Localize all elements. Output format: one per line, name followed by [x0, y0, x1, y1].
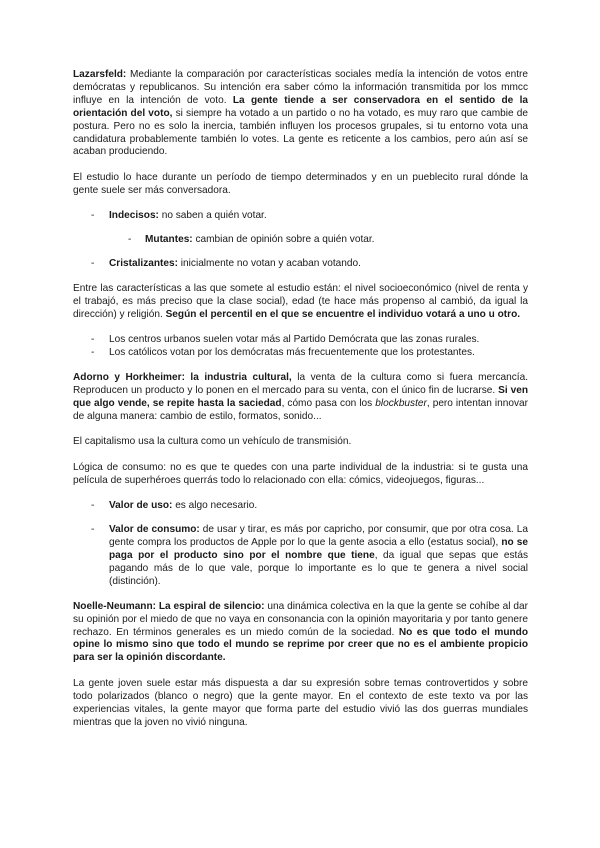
- indecisos-label: Indecisos:: [109, 210, 159, 222]
- paragraph-adorno: [73, 372, 528, 424]
- valor-consumo-label: Valor de consumo:: [109, 524, 200, 536]
- list-item-cristalizantes: [73, 258, 528, 271]
- valor-uso-text: es algo necesario.: [172, 500, 258, 512]
- caracteristicas-bold: Según el percentil en el que se encuentre el individuo votará a uno u otro.: [165, 308, 521, 320]
- catolicos-text: Los católicos votan por los demócratas más frecuentemente que los protestantes.: [109, 347, 475, 359]
- paragraph-lazarsfeld: [73, 69, 528, 159]
- list-item-valor-consumo: [73, 524, 528, 589]
- noelle-lead: Noelle-Neumann: La espiral de silencio:: [73, 600, 265, 612]
- valor-consumo-text-1: de usar y tirar, es más por capricho, por consumir, que por otra cosa. La gente compra los productos de Apple por lo que la gente asocia a ello (estatus social),: [109, 524, 528, 549]
- caracteristicas-text: Entre las características a las que somete al estudio están: el nivel socioeconómico (nivel de renta y el trabajó, es más preciso que la clase social), edad (te hace más propenso al cambió, da igual la dirección) y religión.: [73, 283, 528, 320]
- paragraph-caracteristicas: [73, 283, 528, 322]
- adorno-lead: Adorno y Horkheimer: la industria cultural,: [73, 372, 292, 384]
- list-item-centros-urbanos: [73, 334, 528, 347]
- lazarsfeld-text-1: Mediante la comparación por características sociales medía la intención de votos entre demócratas y republicanos. Su intención era saber cómo la información transmitida por los mmcc influye en la intención de voto.: [73, 69, 528, 106]
- paragraph-estudio: El estudio lo hace durante un período de tiempo determinados y en un pueblecito rural dónde la gente suele ser más conversadora.: [73, 171, 528, 196]
- noelle-text-1: una dinámica colectiva en la que la gente se cohíbe al dar su opinión por el miedo de que no vaya en consonancia con la opinión mayoritaria y por tanto genere rechazo. En términos generales es un miedo común de la sociedad.: [73, 600, 528, 638]
- bullet-dash: -: [91, 258, 95, 270]
- cristalizantes-label: Cristalizantes:: [109, 258, 178, 270]
- lazarsfeld-bold-1: La gente tiende a ser conservadora en el sentido de la orientación del voto,: [73, 94, 528, 119]
- bullet-dash: -: [91, 334, 95, 346]
- noelle-bold-1: No es que todo el mundo opine lo mismo sino que todo el mundo se reprime por creer que no es el ambiente propicio para ser la opinión discordante.: [73, 626, 528, 664]
- valor-consumo-text-2: , da igual que sepas que estás pagando más de lo que vale, porque lo importante es lo que te genera a nivel social (distinción).: [109, 550, 528, 587]
- bullet-dash: -: [128, 234, 132, 246]
- adorno-text-2: , cómo pasa con los: [281, 398, 376, 409]
- adorno-bold-1: Si ven que algo vende, se repite hasta la saciedad: [73, 385, 528, 409]
- mutantes-text: cambian de opinión sobre a quién votar.: [192, 234, 375, 246]
- list-item-valor-uso: [73, 500, 528, 513]
- adorno-text-1: la venta de la cultura como si fuera mercancía. Reproducen un producto y lo ponen en el mercado para su venta, con el único fin de lucrarse.: [73, 372, 529, 397]
- valor-uso-label: Valor de uso:: [109, 500, 173, 512]
- bullet-dash: -: [91, 524, 95, 536]
- bullet-dash: -: [91, 210, 95, 222]
- lazarsfeld-lead: Lazarsfeld:: [73, 69, 127, 80]
- bullet-dash: -: [91, 500, 95, 512]
- cristalizantes-text: inicialmente no votan y acaban votando.: [178, 258, 361, 270]
- paragraph-gente-joven: La gente joven suele estar más dispuesta a dar su expresión sobre temas controvertidos y sobre todo polarizados (blanco o negro) que la gente mayor. En el contexto de este texto va por las experiencias vitales, la gente mayor que forma parte del estudio vivió las dos guerras mundiales mientras que la joven no vivió ninguna.: [73, 677, 528, 728]
- list-item-mutantes: [73, 234, 528, 247]
- valor-consumo-bold-2: no se paga por el producto sino por el nombre que tiene: [109, 537, 528, 562]
- mutantes-label: Mutantes:: [145, 234, 193, 246]
- list-item-indecisos: [73, 210, 528, 223]
- indecisos-text: no saben a quién votar.: [158, 210, 267, 222]
- centros-urbanos-text: Los centros urbanos suelen votar más al Partido Demócrata que las zonas rurales.: [109, 334, 480, 346]
- list-item-catolicos: [73, 347, 528, 360]
- paragraph-logica-consumo: Lógica de consumo: no es que te quedes con una parte individual de la industria: si te gusta una película de superhéroes querrás todo lo relacionado con ella: cómics, videojuegos, figuras...: [73, 461, 528, 486]
- paragraph-noelle-neumann: [73, 601, 528, 666]
- document-page: [73, 69, 528, 742]
- lazarsfeld-text-2: si siempre ha votado a un partido o no ha votado, es muy raro que cambie de postura. Pero no es solo la inercia, también influyen los procesos grupales, si tu entorno vota una candidatura probablemente también lo votes. La gente es reticente a los cambios, pero aún así se acaban produciendo.: [73, 107, 528, 158]
- bullet-dash: -: [91, 347, 95, 359]
- adorno-italic: blockbuster: [375, 398, 427, 409]
- paragraph-capitalismo: El capitalismo usa la cultura como un vehículo de transmisión.: [73, 436, 352, 448]
- adorno-text-3: , pero intentan innovar de alguna manera: cambio de estilo, formatos, sonido...: [73, 398, 528, 422]
